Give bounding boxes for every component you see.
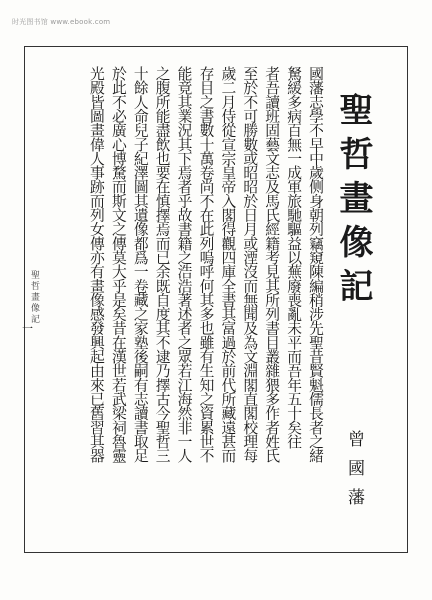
text-column: 存目之書數十萬卷尚不在此列嗚呼何其多也雖有生知之資累世不 bbox=[197, 66, 215, 463]
text-column: 十餘人命兒子紀澤圖其遺像都爲一卷藏之家塾後嗣有志讀書取足 bbox=[131, 66, 149, 463]
text-column: 駑緩多病百無一成軍旅馳驅益以蕪廢喪亂未平而吾年五十矣往 bbox=[285, 66, 303, 449]
page-title: 聖哲畫像記 bbox=[333, 92, 373, 312]
watermark-text: 时光图书馆 www.ebook.com bbox=[12, 18, 111, 26]
frame-top-border bbox=[24, 46, 408, 47]
page-number: 一 bbox=[22, 322, 33, 335]
author-name: 曾國藩 bbox=[344, 430, 364, 517]
frame-right-border bbox=[407, 46, 408, 553]
text-column: 能竟其業況其下焉者乎故書籍之浩浩著述者之眾若江海然非一人 bbox=[175, 66, 193, 463]
frame-bottom-border bbox=[24, 552, 408, 553]
margin-caption: 聖哲畫像記 bbox=[29, 270, 39, 325]
text-column: 者吾讀班固藝文志及馬氏經籍考見其所列書目叢雜猥多作者姓氏 bbox=[263, 66, 281, 463]
body-text bbox=[86, 66, 326, 516]
text-column: 光殿皆圖畫偉人事跡而列女傳亦有畫像感發興起由來已舊習其器 bbox=[87, 66, 105, 463]
frame-left-border bbox=[24, 46, 25, 553]
text-column: 之腹所能盡飲也要在慎擇焉而已余既自度其不逮乃擇古今聖哲三 bbox=[153, 66, 171, 463]
text-column: 至於不可勝數或昭昭於日月或湮沒而無聞及為文淵閣直閣校理每 bbox=[241, 66, 259, 463]
text-column: 歲二月侍從宣宗皇帝入閣得觀四庫全書其富過於前代所藏遠甚而 bbox=[219, 66, 237, 463]
text-column: 國藩志學不早中歲侧身朝列竊窺陳編稍涉先聖昔賢魁儒長者之緒 bbox=[307, 66, 324, 463]
text-column: 於此不必廣心博騖而斯文之傳莫大乎是矣昔在漢世若武梁祠魯靈 bbox=[109, 66, 127, 463]
